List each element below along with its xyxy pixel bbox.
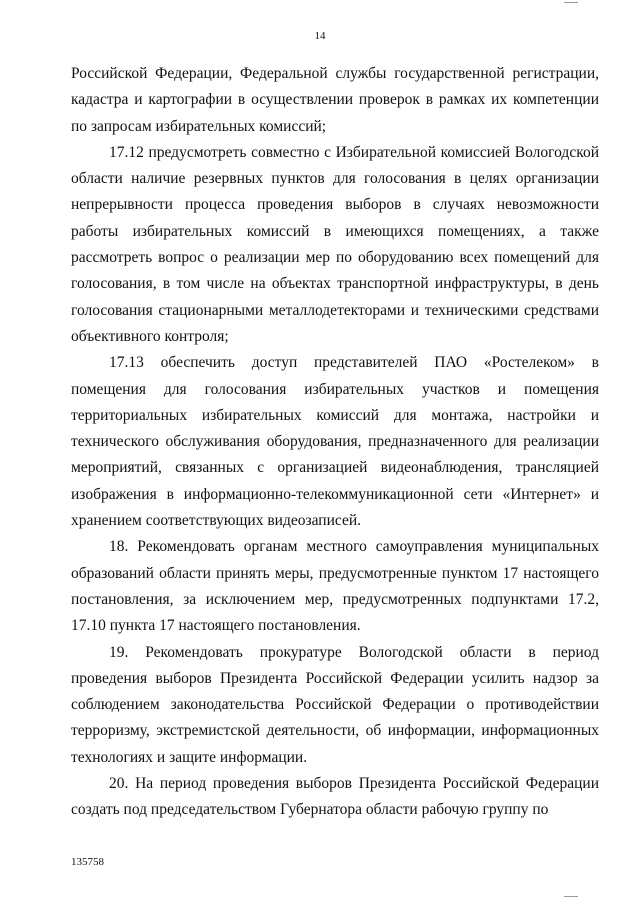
document-body	[71, 61, 599, 824]
paragraph-17-13: 17.13 обеспечить доступ представителей ПАО «Ростелеком» в помещения для голосования избирательных участков и помещения территориальных избирательных комиссий для монтажа, настройки и технического обслуживания оборудования, предназначенного для реализации мероприятий, связанных с организацией видеонаблюдения, трансляцией изображения в информационно-телекоммуникационной сети «Интернет» и хранением соответствующих видеозаписей.	[71, 354, 599, 530]
page-number: 14	[314, 30, 326, 42]
document-code: 135758	[71, 856, 104, 868]
paragraph-17-12: 17.12 предусмотреть совместно с Избирательной комиссией Вологодской области наличие резервных пунктов для голосования в целях организации непрерывности процесса проведения выборов в случаях невозможности работы избирательных комиссий в имеющихся помещениях, а также рассмотреть вопрос о реализации мер по оборудованию всех помещений для голосования, в том числе на объектах транспортной инфраструктуры, в день голосования стационарными металлодетекторами и техническими средствами объективного контроля;	[71, 143, 599, 345]
paragraph-20: 20. На период проведения выборов Президента Российской Федерации создать под председательством Губернатора области рабочую группу по	[71, 775, 599, 819]
corner-mark-top	[564, 2, 578, 3]
paragraph-18: 18. Рекомендовать органам местного самоуправления муниципальных образований области принять меры, предусмотренные пунктом 17 настоящего постановления, за исключением мер, предусмотренных подпунктами 17.2, 17.10 пункта 17 настоящего постановления.	[71, 538, 599, 635]
corner-mark-bottom	[564, 896, 578, 897]
paragraph-19: 19. Рекомендовать прокуратуре Вологодской области в период проведения выборов Президента Российской Федерации усилить надзор за соблюдением законодательства Российской Федерации о противодействии терроризму, экстремистской деятельности, об информации, информационных технологиях и защите информации.	[71, 643, 599, 766]
paragraph-continuation: Российской Федерации, Федеральной службы государственной регистрации, кадастра и картографии в осуществлении проверок в рамках их компетенции по запросам избирательных комиссий;	[71, 65, 599, 135]
